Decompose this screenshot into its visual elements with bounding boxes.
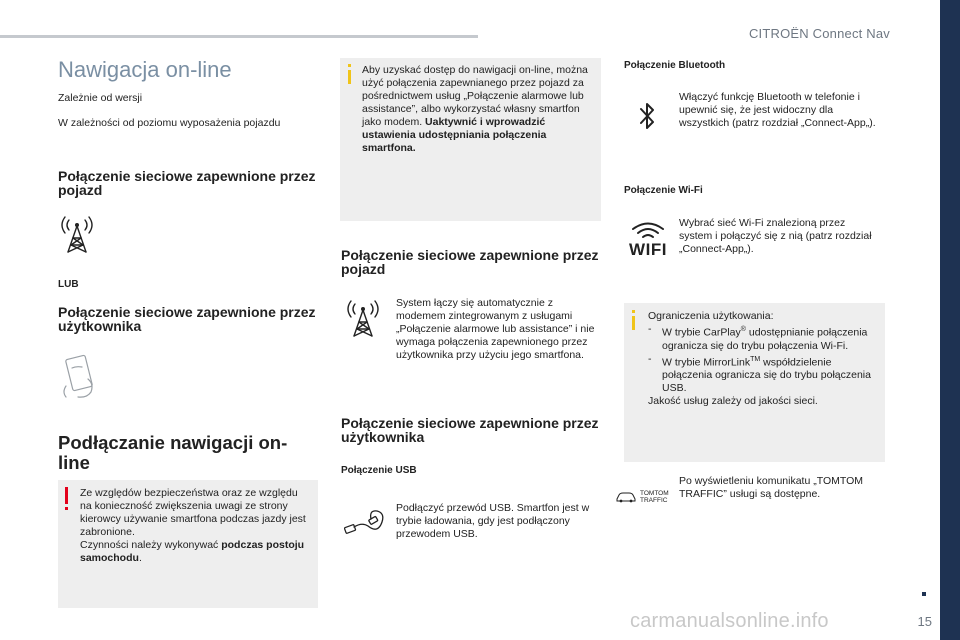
antenna-icon [60, 214, 94, 254]
tomtom-icon-text [640, 490, 669, 504]
limits-item2-sup: TM [750, 355, 761, 363]
info-icon-dot [348, 64, 351, 67]
antenna-icon-2 [346, 298, 380, 338]
smartphone-hand-icon [60, 354, 108, 400]
limits-title: Ograniczenia użytkowania: [648, 310, 774, 322]
limits-dash-1: - [648, 323, 652, 335]
wifi-icon [627, 221, 669, 258]
page-title: Nawigacja on-line [58, 57, 232, 82]
tomtom-icon-line1: TOMTOM [640, 490, 669, 497]
usb-label: Połączenie USB [341, 465, 417, 476]
warning-action: Czynności należy wykonywać [80, 539, 222, 551]
watermark: carmanualsonline.info [630, 610, 829, 632]
warning-action-bold: podczas postoju samochodu [80, 539, 305, 564]
continue-marker [922, 592, 926, 596]
tomtom-text: Po wyświetleniu komunikatu „TOMTOM TRAFFIC” usługi są dostępne. [679, 475, 864, 500]
top-rule [0, 35, 478, 38]
warning-sentence: Ze względów bezpieczeństwa oraz ze względu na konieczność zwiększenia uwagi ze strony kierowcy używanie smartfona podczas jazdy jest zabronione. [80, 487, 306, 538]
limits-item1-post: udostępnianie połączenia ogranicza się do trybu połączenia Wi-Fi. [662, 326, 868, 352]
info-icon [348, 70, 351, 84]
user-network-heading-2: Połączenie sieciowe zapewnione przez użytkownika [341, 415, 599, 445]
tomtom-traffic-icon [615, 490, 669, 504]
bluetooth-text: Włączyć funkcję Bluetooth w telefonie i upewnić się, że jest widoczny dla wszystkich (patrz rozdział „Connect-App„). [679, 91, 876, 129]
vehicle-network-text: System łączy się automatycznie z modemem zintegrowanym z usługami „Połączenie alarmowe lub assistance” i nie wymaga połączenia zapewnionego przez użytkownika przy użyciu jego smartfona. [396, 297, 595, 361]
or-label: LUB [58, 279, 79, 290]
wifi-icon-label: WIFI [629, 240, 667, 259]
info-access-sentence: Aby uzyskać dostęp do nawigacji on-line, można użyć połączenia zapewnianego przez pojazd za pośrednictwem usług „Połączenie alarmowe lub assistance”, albo wykorzystać własny smartfon jako modem. [362, 64, 588, 128]
wifi-label: Połączenie Wi-Fi [624, 185, 703, 196]
warning-action-end: . [138, 552, 142, 564]
info-icon-2 [632, 316, 635, 330]
limits-item-carplay [648, 323, 878, 353]
tomtom-icon-line2: TRAFFIC [640, 497, 668, 504]
info-icon-dot-2 [632, 310, 635, 313]
limits-item1-sup: ® [740, 326, 746, 333]
usb-text: Podłączyć przewód USB. Smartfon jest w trybie ładowania, gdy jest podłączony przewodem USB. [396, 502, 590, 540]
warning-icon-dot [65, 507, 68, 510]
page-number: 15 [917, 614, 932, 629]
vehicle-network-heading-2: Połączenie sieciowe zapewnione przez pojazd [341, 247, 599, 277]
wifi-text: Wybrać sieć Wi-Fi znalezioną przez system i połączyć się z nią (patrz rozdział „Connect-App„). [679, 217, 872, 255]
equipment-note: W zależności od poziomu wyposażenia pojazdu [58, 117, 281, 129]
limits-item1-pre: W trybie CarPlay [662, 326, 741, 339]
limits-item2-post: współdzielenie połączenia ogranicza się do trybu połączenia USB. [662, 356, 871, 394]
car-icon [615, 491, 637, 503]
usb-cable-icon [344, 506, 388, 540]
sidebar-strip [940, 0, 960, 640]
vehicle-network-heading: Połączenie sieciowe zapewnione przez pojazd [58, 168, 316, 198]
version-note: Zależnie od wersji [58, 92, 143, 104]
header-title: CITROËN Connect Nav [748, 26, 890, 41]
warning-icon [65, 487, 68, 504]
limits-item2-pre: W trybie MirrorLink [662, 356, 751, 368]
bluetooth-label: Połączenie Bluetooth [624, 60, 726, 71]
limits-item-mirrorlink [648, 353, 878, 396]
user-network-heading: Połączenie sieciowe zapewnione przez użytkownika [58, 304, 316, 334]
limits-text [648, 310, 878, 408]
info-access-bold: Uaktywnić i wprowadzić ustawienia udostępniania połączenia smartfona. [362, 116, 547, 154]
info-access-text [362, 64, 594, 155]
bluetooth-icon [638, 101, 656, 131]
warning-text [80, 487, 310, 565]
connect-navigation-heading: Podłączanie nawigacji on-line [58, 432, 288, 473]
limits-dash-2: - [648, 352, 652, 365]
limits-quality: Jakość usług zależy od jakości sieci. [648, 395, 818, 407]
